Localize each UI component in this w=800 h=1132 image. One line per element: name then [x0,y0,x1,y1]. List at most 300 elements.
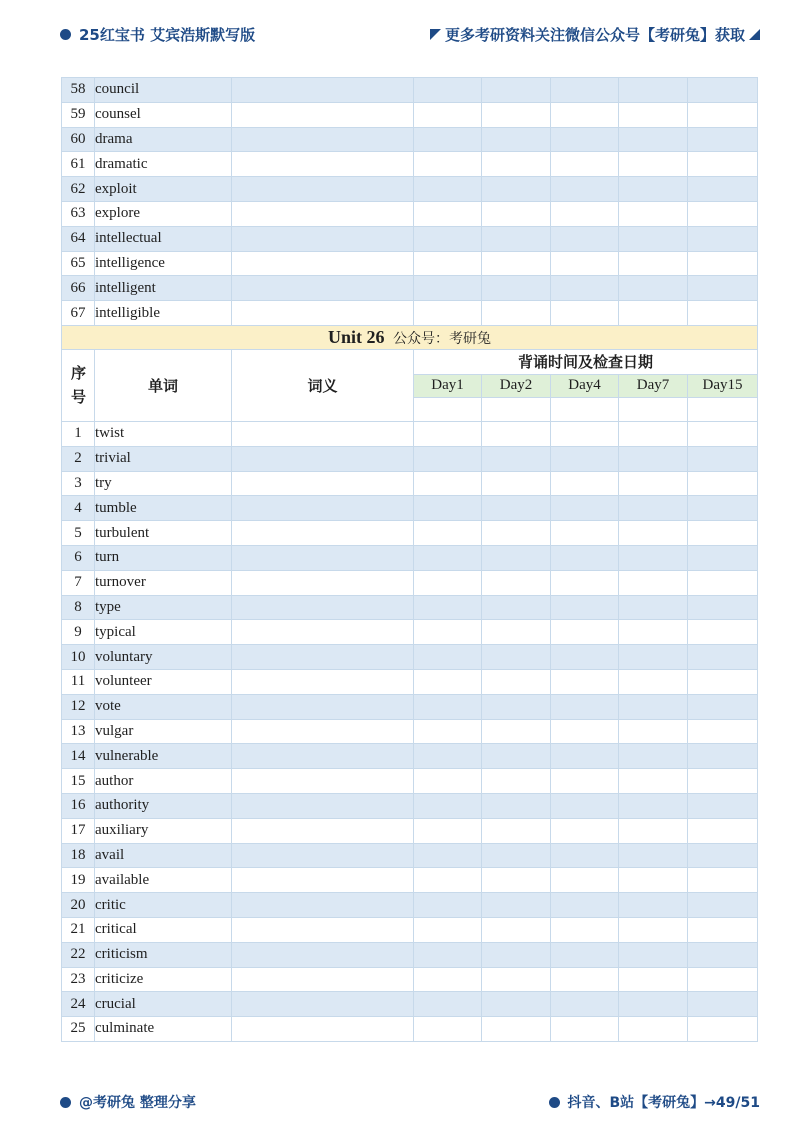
day-header: Day15 [688,374,758,397]
check-cell[interactable] [482,471,551,496]
check-cell[interactable] [551,917,619,942]
check-cell[interactable] [414,226,482,251]
row-number: 67 [62,301,95,326]
check-cell[interactable] [619,967,688,992]
check-cell[interactable] [619,694,688,719]
check-cell[interactable] [688,251,758,276]
table-row [62,301,758,326]
meaning-cell[interactable] [232,276,414,301]
check-cell[interactable] [414,78,482,103]
meaning-cell[interactable] [232,917,414,942]
check-cell[interactable] [551,421,619,446]
check-cell[interactable] [551,694,619,719]
row-number: 22 [62,942,95,967]
meaning-cell[interactable] [232,102,414,127]
check-cell[interactable] [619,868,688,893]
check-cell[interactable] [551,226,619,251]
check-cell[interactable] [414,719,482,744]
table-row [62,496,758,521]
table-row [62,868,758,893]
check-cell[interactable] [482,570,551,595]
check-cell[interactable] [414,818,482,843]
meaning-cell[interactable] [232,521,414,546]
table-row [62,967,758,992]
row-number: 10 [62,645,95,670]
check-cell[interactable] [688,471,758,496]
check-cell[interactable] [688,769,758,794]
check-cell[interactable] [688,868,758,893]
table-row [62,694,758,719]
check-cell[interactable] [414,917,482,942]
meaning-cell[interactable] [232,471,414,496]
check-cell[interactable] [551,570,619,595]
meaning-cell[interactable] [232,595,414,620]
check-cell[interactable] [551,496,619,521]
meaning-cell[interactable] [232,545,414,570]
check-cell[interactable] [551,446,619,471]
check-cell[interactable] [688,1017,758,1042]
check-cell[interactable] [482,276,551,301]
check-cell[interactable] [551,276,619,301]
check-cell[interactable] [619,669,688,694]
check-cell[interactable] [619,719,688,744]
header-title: 25红宝书 艾宾浩斯默写版 [79,26,256,44]
check-cell[interactable] [688,645,758,670]
check-cell[interactable] [414,893,482,918]
row-number: 24 [62,992,95,1017]
meaning-cell[interactable] [232,719,414,744]
row-number: 19 [62,868,95,893]
check-cell[interactable] [619,1017,688,1042]
check-cell[interactable] [619,595,688,620]
check-cell[interactable] [414,793,482,818]
check-cell[interactable] [619,570,688,595]
table-row [62,793,758,818]
check-cell[interactable] [619,446,688,471]
check-cell[interactable] [688,177,758,202]
row-number: 11 [62,669,95,694]
check-cell[interactable] [482,102,551,127]
row-number: 63 [62,201,95,226]
check-cell[interactable] [482,446,551,471]
check-cell[interactable] [482,893,551,918]
row-number: 12 [62,694,95,719]
unit-word-rows [62,421,758,1041]
footer-right [549,1092,760,1112]
check-cell[interactable] [482,917,551,942]
word-cell: typical [95,620,232,645]
meaning-cell[interactable] [232,226,414,251]
meaning-cell[interactable] [232,793,414,818]
row-number: 5 [62,521,95,546]
check-cell[interactable] [688,992,758,1017]
check-cell[interactable] [619,545,688,570]
check-cell[interactable] [619,992,688,1017]
check-cell[interactable] [688,301,758,326]
check-cell[interactable] [414,421,482,446]
check-cell[interactable] [688,276,758,301]
table-row [62,893,758,918]
check-cell[interactable] [482,769,551,794]
header-row [62,349,758,374]
check-cell[interactable] [482,669,551,694]
check-cell[interactable] [688,127,758,152]
check-cell[interactable] [688,226,758,251]
check-cell[interactable] [619,276,688,301]
check-cell[interactable] [551,942,619,967]
row-number: 7 [62,570,95,595]
check-cell[interactable] [551,545,619,570]
check-cell[interactable] [414,177,482,202]
row-number: 65 [62,251,95,276]
word-cell: criticism [95,942,232,967]
table-row [62,917,758,942]
table-row [62,719,758,744]
check-cell[interactable] [551,818,619,843]
check-cell[interactable] [619,521,688,546]
meaning-cell[interactable] [232,301,414,326]
check-cell[interactable] [482,793,551,818]
bullet-icon [60,1097,71,1108]
check-cell[interactable] [551,251,619,276]
meaning-cell[interactable] [232,942,414,967]
table-row [62,276,758,301]
date-cell[interactable] [551,397,619,421]
meaning-cell[interactable] [232,818,414,843]
check-cell[interactable] [551,793,619,818]
check-cell[interactable] [482,421,551,446]
bullet-icon [549,1097,560,1108]
check-cell[interactable] [688,818,758,843]
table-row [62,177,758,202]
footer-credit: @考研兔 整理分享 [79,1095,196,1111]
row-number: 23 [62,967,95,992]
check-cell[interactable] [551,769,619,794]
word-cell: author [95,769,232,794]
row-number: 18 [62,843,95,868]
check-cell[interactable] [482,595,551,620]
check-cell[interactable] [619,152,688,177]
check-cell[interactable] [688,545,758,570]
check-cell[interactable] [619,102,688,127]
check-cell[interactable] [688,521,758,546]
check-cell[interactable] [414,669,482,694]
check-cell[interactable] [414,769,482,794]
word-cell: criticize [95,967,232,992]
check-cell[interactable] [482,301,551,326]
table-row [62,545,758,570]
check-cell[interactable] [414,127,482,152]
row-number: 25 [62,1017,95,1042]
check-cell[interactable] [414,645,482,670]
meaning-cell[interactable] [232,251,414,276]
check-cell[interactable] [482,645,551,670]
check-cell[interactable] [688,421,758,446]
row-number: 20 [62,893,95,918]
check-cell[interactable] [414,744,482,769]
meaning-cell[interactable] [232,152,414,177]
check-cell[interactable] [688,595,758,620]
check-cell[interactable] [619,496,688,521]
check-cell[interactable] [619,201,688,226]
meaning-cell[interactable] [232,645,414,670]
meaning-header: 词义 [232,349,414,421]
check-cell[interactable] [414,967,482,992]
meaning-cell[interactable] [232,868,414,893]
meaning-cell[interactable] [232,421,414,446]
check-cell[interactable] [482,201,551,226]
header-left [60,24,255,45]
check-cell[interactable] [688,102,758,127]
unit-title: Unit 26 [327,326,385,347]
table-row [62,843,758,868]
check-cell[interactable] [619,793,688,818]
meaning-cell[interactable] [232,496,414,521]
check-cell[interactable] [551,595,619,620]
check-cell[interactable] [688,694,758,719]
meaning-cell[interactable] [232,620,414,645]
check-cell[interactable] [482,818,551,843]
check-cell[interactable] [551,843,619,868]
row-number: 16 [62,793,95,818]
check-cell[interactable] [688,843,758,868]
row-number: 62 [62,177,95,202]
check-cell[interactable] [482,545,551,570]
check-cell[interactable] [551,669,619,694]
check-cell[interactable] [551,78,619,103]
check-cell[interactable] [482,1017,551,1042]
check-cell[interactable] [414,102,482,127]
check-cell[interactable] [688,967,758,992]
check-cell[interactable] [688,942,758,967]
check-cell[interactable] [688,917,758,942]
check-cell[interactable] [619,78,688,103]
meaning-cell[interactable] [232,843,414,868]
meaning-cell[interactable] [232,446,414,471]
check-cell[interactable] [688,669,758,694]
word-header: 单词 [95,349,232,421]
meaning-cell[interactable] [232,177,414,202]
check-cell[interactable] [482,719,551,744]
check-cell[interactable] [414,1017,482,1042]
check-cell[interactable] [688,201,758,226]
check-cell[interactable] [482,744,551,769]
check-cell[interactable] [551,521,619,546]
check-cell[interactable] [551,471,619,496]
row-number: 60 [62,127,95,152]
unit-section [62,325,758,421]
meaning-cell[interactable] [232,78,414,103]
check-cell[interactable] [414,868,482,893]
check-cell[interactable] [482,78,551,103]
check-cell[interactable] [414,471,482,496]
check-cell[interactable] [414,570,482,595]
check-cell[interactable] [551,645,619,670]
footer-left [60,1092,196,1112]
check-cell[interactable] [619,843,688,868]
check-cell[interactable] [482,177,551,202]
check-cell[interactable] [551,868,619,893]
check-cell[interactable] [482,521,551,546]
check-cell[interactable] [688,152,758,177]
check-cell[interactable] [619,917,688,942]
check-cell[interactable] [551,102,619,127]
check-cell[interactable] [414,992,482,1017]
check-cell[interactable] [414,545,482,570]
meaning-cell[interactable] [232,669,414,694]
check-cell[interactable] [551,301,619,326]
check-cell[interactable] [619,301,688,326]
check-cell[interactable] [551,992,619,1017]
meaning-cell[interactable] [232,992,414,1017]
date-cell[interactable] [414,397,482,421]
table-row [62,446,758,471]
check-cell[interactable] [414,496,482,521]
check-cell[interactable] [482,620,551,645]
check-cell[interactable] [551,719,619,744]
word-cell: dramatic [95,152,232,177]
table-row [62,1017,758,1042]
check-cell[interactable] [482,251,551,276]
check-cell[interactable] [551,620,619,645]
row-number: 59 [62,102,95,127]
word-cell: vulnerable [95,744,232,769]
check-cell[interactable] [414,152,482,177]
row-number: 64 [62,226,95,251]
check-cell[interactable] [551,177,619,202]
check-cell[interactable] [414,521,482,546]
check-cell[interactable] [414,201,482,226]
footer-page-info: 抖音、B站【考研兔】→49/51 [567,1095,760,1111]
table-row [62,570,758,595]
check-cell[interactable] [414,694,482,719]
check-cell[interactable] [619,127,688,152]
table-row [62,620,758,645]
check-cell[interactable] [619,620,688,645]
check-cell[interactable] [482,967,551,992]
date-cell[interactable] [482,397,551,421]
check-cell[interactable] [619,251,688,276]
word-cell: voluntary [95,645,232,670]
seq-header [62,349,95,421]
row-number: 2 [62,446,95,471]
check-cell[interactable] [688,496,758,521]
check-cell[interactable] [688,719,758,744]
check-cell[interactable] [551,967,619,992]
check-cell[interactable] [482,496,551,521]
table-row [62,992,758,1017]
check-cell[interactable] [482,942,551,967]
check-cell[interactable] [619,893,688,918]
table-row [62,78,758,103]
check-cell[interactable] [619,744,688,769]
check-cell[interactable] [482,694,551,719]
check-cell[interactable] [551,744,619,769]
check-cell[interactable] [619,942,688,967]
table-row [62,942,758,967]
row-number: 15 [62,769,95,794]
table-row [62,251,758,276]
check-cell[interactable] [482,868,551,893]
check-cell[interactable] [688,793,758,818]
meaning-cell[interactable] [232,1017,414,1042]
check-cell[interactable] [551,127,619,152]
day-header: Day1 [414,374,482,397]
check-cell[interactable] [688,570,758,595]
check-cell[interactable] [688,744,758,769]
word-cell: critic [95,893,232,918]
check-cell[interactable] [551,893,619,918]
meaning-cell[interactable] [232,127,414,152]
check-cell[interactable] [688,620,758,645]
date-cell[interactable] [619,397,688,421]
check-cell[interactable] [688,893,758,918]
check-cell[interactable] [551,1017,619,1042]
check-cell[interactable] [414,595,482,620]
meaning-cell[interactable] [232,769,414,794]
meaning-cell[interactable] [232,201,414,226]
word-cell: culminate [95,1017,232,1042]
page-footer [0,1088,800,1114]
word-cell: exploit [95,177,232,202]
header-right [430,24,760,45]
check-cell[interactable] [414,446,482,471]
check-cell[interactable] [619,471,688,496]
word-cell: drama [95,127,232,152]
check-cell[interactable] [619,226,688,251]
check-cell[interactable] [414,620,482,645]
day-header: Day7 [619,374,688,397]
check-cell[interactable] [482,127,551,152]
table-row [62,769,758,794]
check-cell[interactable] [688,446,758,471]
check-cell[interactable] [482,992,551,1017]
check-cell[interactable] [414,276,482,301]
unit-note: 公众号：考研兔 [393,330,491,347]
day-header: Day4 [551,374,619,397]
word-cell: counsel [95,102,232,127]
check-cell[interactable] [619,177,688,202]
check-cell[interactable] [688,78,758,103]
meaning-cell[interactable] [232,744,414,769]
check-cell[interactable] [619,769,688,794]
meaning-cell[interactable] [232,967,414,992]
word-cell: turn [95,545,232,570]
word-cell: trivial [95,446,232,471]
row-number: 66 [62,276,95,301]
date-cell[interactable] [688,397,758,421]
meaning-cell[interactable] [232,893,414,918]
check-cell[interactable] [619,421,688,446]
check-cell[interactable] [482,843,551,868]
check-cell[interactable] [619,645,688,670]
check-cell[interactable] [551,152,619,177]
check-cell[interactable] [414,251,482,276]
meaning-cell[interactable] [232,570,414,595]
check-cell[interactable] [551,201,619,226]
check-cell[interactable] [482,226,551,251]
check-cell[interactable] [414,942,482,967]
word-cell: intelligent [95,276,232,301]
check-cell[interactable] [482,152,551,177]
check-cell[interactable] [414,301,482,326]
row-number: 21 [62,917,95,942]
corner-triangle-icon [430,29,441,40]
check-cell[interactable] [619,818,688,843]
check-cell[interactable] [414,843,482,868]
meaning-cell[interactable] [232,694,414,719]
table-row [62,102,758,127]
